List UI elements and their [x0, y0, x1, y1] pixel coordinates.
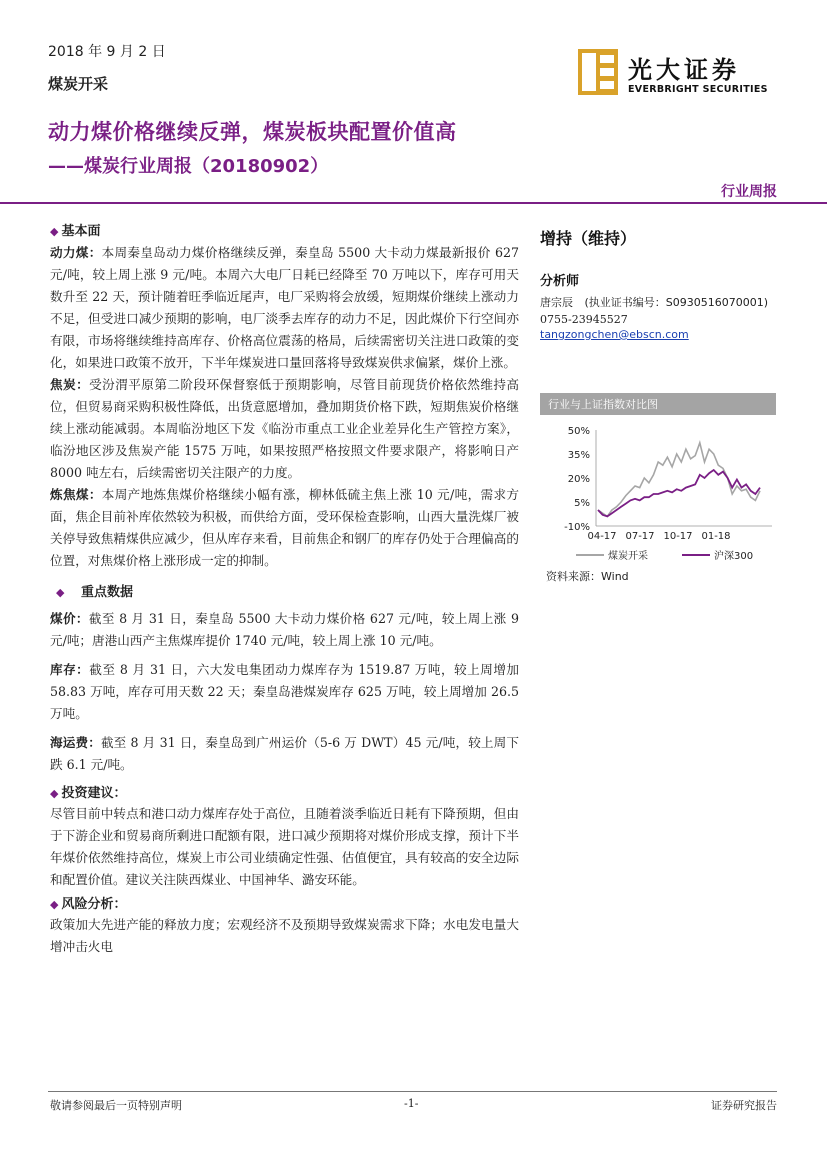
coking-coal-paragraph: 炼焦煤：本周产地炼焦煤价格继续小幅有涨，柳林低硫主焦上涨 10 元/吨，需求方面，焦企目前补库依然较为积极，而供给方面，受环保检查影响，山西大量洗煤厂被关停导致焦精煤供应减少，但从库存来看，目前焦企和钢厂的库存仍处于合理偏高的位置，对焦煤价格上涨形成一定的抑制。 — [50, 487, 520, 568]
rating: 增持（维持） — [540, 229, 637, 248]
y-tick-label: 50% — [567, 426, 590, 437]
advice-paragraph: 尽管目前中转点和港口动力煤库存处于高位，且随着淡季临近日耗有下降预期，但由于下游企业和贸易商所剩进口配额有限，进口减少预期将对煤价形成支撑，预计下半年煤价依然维持高位，煤炭上市公司业绩确定性强、估值便宜，具有较高的安全边际和配置价值。建议关注陕西煤业、中国神华、潞安环能。 — [50, 806, 519, 887]
analyst-license: (执业证书编号：S0930516070001) — [584, 296, 769, 309]
x-tick-label: 01-18 — [701, 531, 731, 542]
logo-text-en: EVERBRIGHT SECURITIES — [628, 84, 768, 95]
header-rule — [0, 202, 827, 204]
freight-paragraph: 海运费：截至 8 月 31 日，秦皇岛到广州运价（5-6 万 DWT）45 元/吨，较上周下跌 6.1 元/吨。 — [50, 735, 519, 772]
report-subtitle: ——煤炭行业周报（20180902） — [48, 156, 329, 177]
footer-disclaimer: 敬请参阅最后一页特别声明 — [50, 1099, 182, 1112]
chart-source: 资料来源：Wind — [546, 570, 629, 583]
y-tick-label: -10% — [564, 522, 590, 533]
x-tick-label: 04-17 — [587, 531, 617, 542]
diamond-icon: ◆ — [50, 225, 59, 238]
risk-heading: ◆ 风险分析： — [50, 897, 127, 912]
advice-heading: ◆ 投资建议： — [50, 786, 127, 801]
diamond-icon: ◆ — [50, 787, 59, 800]
analyst-heading: 分析师 — [540, 274, 580, 289]
y-tick-label: 20% — [567, 474, 590, 485]
page-number: -1- — [404, 1097, 419, 1110]
basics-heading: ◆ 基本面 — [50, 224, 101, 239]
y-tick-label: 5% — [574, 498, 590, 509]
key-data-heading: ◆ 重点数据 — [56, 585, 134, 600]
analyst-name: 唐宗辰 — [540, 296, 573, 309]
x-tick-label: 10-17 — [663, 531, 693, 542]
coke-paragraph: 焦炭：受汾渭平原第二阶段环保督察低于预期影响，尽管目前现货价格依然维持高位，但贸易商采购积极性降低，出货意愿增加，叠加期货价格下跌，短期焦炭价格继续上涨动能减弱。本周临汾地区下发《临汾市重点工业企业差异化生产管控方案》，临汾地区涉及焦炭产能 1575 万吨，如果按照严格按照文件要求限产，将影响日产 8000 吨左右，后续需密切关注限产的力度。 — [50, 377, 520, 480]
diamond-icon: ◆ — [50, 898, 59, 911]
analyst-email-link[interactable]: tangzongchen@ebscn.com — [540, 328, 689, 341]
chart-title: 行业与上证指数对比图 — [548, 398, 658, 411]
footer-rule — [48, 1091, 777, 1092]
report-type: 行业周报 — [721, 184, 777, 200]
legend-label: 煤炭开采 — [608, 551, 648, 562]
analyst-phone: 0755-23945527 — [540, 313, 628, 326]
footer-report-type: 证券研究报告 — [711, 1099, 777, 1112]
main-content — [50, 220, 519, 958]
y-tick-label: 35% — [567, 450, 590, 461]
report-title: 动力煤价格继续反弹，煤炭板块配置价值高 — [48, 120, 457, 144]
sector-label: 煤炭开采 — [48, 75, 109, 93]
stock-paragraph: 库存：截至 8 月 31 日，六大发电集团动力煤库存为 1519.87 万吨，较上周增加 58.83 万吨，库存可用天数 22 天；秦皇岛港煤炭库存 625 万吨，较上周增加 26.5 万吨。 — [50, 662, 520, 721]
series-line-hs300 — [598, 470, 760, 516]
comparison-chart — [540, 418, 780, 568]
x-tick-label: 07-17 — [625, 531, 655, 542]
logo-text-cn: 光大证券 — [628, 55, 740, 84]
price-paragraph: 煤价：截至 8 月 31 日，秦皇岛 5500 大卡动力煤价格 627 元/吨，较上周上涨 9 元/吨；唐港山西产主焦煤库提价 1740 元/吨，较上周上涨 10 元/吨。 — [50, 611, 520, 648]
diamond-icon: ◆ — [56, 586, 65, 599]
thermal-coal-paragraph: 动力煤：本周秦皇岛动力煤价格继续反弹，秦皇岛 5500 大卡动力煤最新报价 627 元/吨，较上周上涨 9 元/吨。本周六大电厂日耗已经降至 70 万吨以下，库存可用天数升至 22 天，预计随着旺季临近尾声，电厂采购将会放缓，短期煤价继续上涨动力不足，但受进口减少预期的影响，电厂淡季去库存的动力不足，因此煤价下行空间亦有限，市场将继续维持高库存、价格高位震荡的格局，后续需密切关注进口政策的变化，如果进口政策不放开，下半年煤炭进口量回落将导致煤炭供求偏紧，煤价上涨。 — [50, 245, 519, 370]
legend-label: 沪深300 — [714, 551, 754, 562]
report-date: 2018 年 9 月 2 日 — [48, 44, 166, 60]
risk-paragraph: 政策加大先进产能的释放力度；宏观经济不及预期导致煤炭需求下降；水电发电量大增冲击火电 — [50, 917, 519, 954]
analyst-info — [540, 294, 768, 310]
